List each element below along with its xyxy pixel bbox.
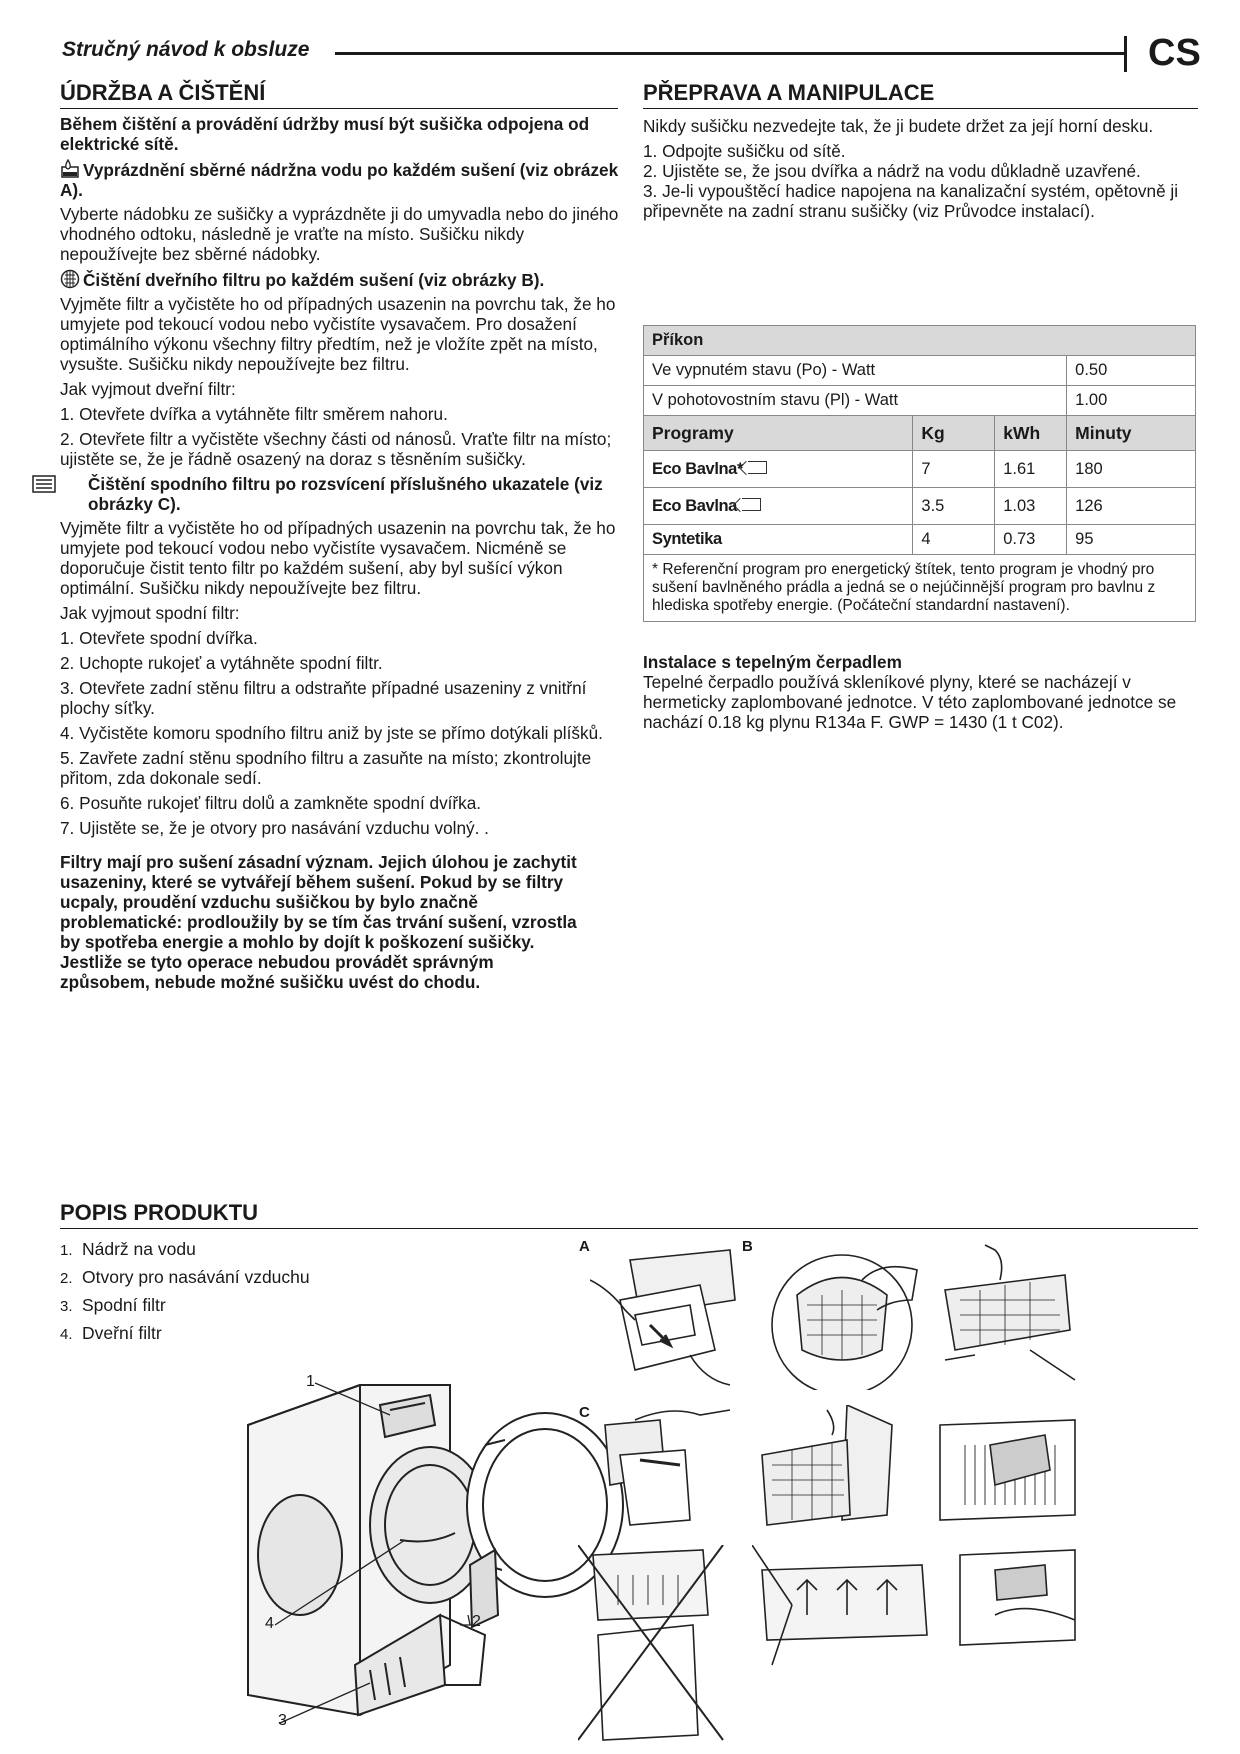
program-min: 126: [1067, 488, 1196, 525]
product-heading: POPIS PRODUKTU: [60, 1200, 1198, 1229]
col-min: Minuty: [1067, 416, 1196, 451]
door-how: Jak vyjmout dveřní filtr:: [60, 379, 236, 399]
maintenance-heading: ÚDRŽBA A ČIŠTĚNÍ: [60, 80, 618, 109]
header-tick: [1124, 36, 1127, 72]
door-title-line: [60, 269, 620, 290]
legend-item: 4. Dveřní filtr: [60, 1323, 162, 1343]
tank-title: Vyprázdnění sběrné nádržna vodu po každém sušení (viz obrázek A).: [60, 160, 619, 200]
figure-b2-image: [935, 1240, 1080, 1390]
bottom-step-1: 1. Otevřete spodní dvířka.: [60, 628, 258, 648]
figure-a-image: [590, 1240, 740, 1390]
door-title: Čištění dveřního filtru po každém sušení (viz obrázky B).: [83, 270, 545, 290]
program-kg: 3.5: [913, 488, 995, 525]
transport-heading: PŘEPRAVA A MANIPULACE: [643, 80, 1198, 109]
bottom-step-6: 6. Posuňte rukojeť filtru dolů a zamkněte spodní dvířka.: [60, 793, 482, 813]
figure-c2-image: [752, 1405, 912, 1535]
callout-4: 4: [265, 1615, 274, 1632]
bottom-text: Vyjměte filtr a vyčistěte ho od případných usazenin na povrchu tak, že ho umyjete pod tekoucí vodou nebo vyčistíte vysavačem. Nicméně se doporučuje čistit tento filtr po každém sušení, aby byl sušící výkon optimální. Sušičku nikdy nepoužívejte bez filtru.: [60, 518, 616, 598]
figure-c-label: C: [579, 1404, 590, 1421]
figure-b1-image: [752, 1240, 927, 1390]
energy-table: [643, 325, 1196, 622]
table-row: [644, 525, 1196, 555]
program-kwh: 1.61: [995, 451, 1067, 488]
maintenance-intro: Během čištění a provádění údržby musí být sušička odpojena od elektrické sítě.: [60, 114, 590, 154]
figure-c6-image: [935, 1545, 1080, 1745]
header-title: Stručný návod k obsluze: [62, 38, 310, 61]
legend-item: 2. Otvory pro nasávání vzduchu: [60, 1267, 310, 1287]
language-code: CS: [1148, 32, 1201, 74]
standby-value: 1.00: [1067, 386, 1196, 416]
bottom-how: Jak vyjmout spodní filtr:: [60, 603, 240, 623]
product-legend: [60, 1236, 310, 1348]
col-kg: Kg: [913, 416, 995, 451]
power-header: Příkon: [644, 326, 1196, 356]
transport-step-2: 2. Ujistěte se, že jsou dvířka a nádrž na vodu důkladně uzavřené.: [643, 161, 1141, 181]
off-value: 0.50: [1067, 356, 1196, 386]
transport-step-3: 3. Je-li vypouštěcí hadice napojena na kanalizační systém, opětovně ji připevněte na zadní stranu sušičky (viz Průvodce instalací).: [643, 181, 1179, 221]
callout-2-leader: [460, 1620, 472, 1630]
transport-step-1: 1. Odpojte sušičku od sítě.: [643, 141, 846, 161]
door-filter-icon: [60, 269, 80, 287]
figure-c4-image: [578, 1545, 728, 1745]
program-min: 95: [1067, 525, 1196, 555]
callout-1: 1: [306, 1373, 315, 1390]
figure-a-label: A: [579, 1238, 590, 1255]
door-step-2: 2. Otevřete filtr a vyčistěte všechny části od nánosů. Vraťte filtr na místo; ujistěte se, že je řádně osazený na doraz s těsněním sušičky.: [60, 429, 612, 469]
figure-c1-image: [590, 1405, 740, 1535]
legend-item: 1. Nádrž na vodu: [60, 1239, 196, 1259]
tank-text: Vyberte nádobku ze sušičky a vyprázdněte ji do umyvadla nebo do jiného vhodného odtoku, následně je vraťte na místo. Sušičku nikdy nepoužívejte bez sběrné nádobky.: [60, 204, 619, 264]
program-kg: 4: [913, 525, 995, 555]
bottom-step-3: 3. Otevřete zadní stěnu filtru a odstraňte případné usazeniny z vnitřní plochy síťky.: [60, 678, 587, 718]
bottom-step-7: 7. Ujistěte se, že je otvory pro nasávání vzduchu volný. .: [60, 818, 489, 838]
off-label: Ve vypnutém stavu (Po) - Watt: [644, 356, 1067, 386]
door-step-1: 1. Otevřete dvířka a vytáhněte filtr směrem nahoru.: [60, 404, 448, 424]
program-kwh: 1.03: [995, 488, 1067, 525]
figure-c3-image: [935, 1405, 1080, 1535]
figure-c5-image: [752, 1545, 932, 1745]
table-note: * Referenční program pro energetický štítek, tento program je vhodný pro sušení bavlněného prádla a jedná se o nejúčinnější program pro bavlnu z hlediska spotřeby energie. (Počáteční standardní nastavení).: [644, 555, 1196, 622]
table-row: [644, 451, 1196, 488]
callout-2: 2: [472, 1613, 481, 1630]
callout-3: 3: [278, 1712, 287, 1729]
transport-intro: Nikdy sušičku nezvedejte tak, že ji budete držet za její horní desku.: [643, 116, 1154, 136]
col-kwh: kWh: [995, 416, 1067, 451]
bottom-title-line: [60, 474, 620, 514]
program-kg: 7: [913, 451, 995, 488]
water-tank-icon: [60, 159, 80, 177]
table-row: [644, 488, 1196, 525]
bottom-step-5: 5. Zavřete zadní stěnu spodního filtru a zasuňte na místo; zkontrolujte přitom, zda dokonale sedí.: [60, 748, 592, 788]
energy-label-icon: [748, 461, 767, 474]
heatpump-text: Tepelné čerpadlo používá skleníkové plyny, které se nacházejí v hermeticky zaplombované jednotce. V této zaplombované jednotce se nachází 0.18 kg plynu R134a F. GWP = 1430 (1 t C02).: [643, 672, 1177, 732]
maintenance-section: [60, 114, 620, 997]
tank-title-line: [60, 159, 620, 200]
filter-warning: Filtry mají pro sušení zásadní význam. Jejich úlohou je zachytit usazeniny, které se vytvářejí během sušení. Pokud by se filtry ucpaly, proudění vzduchu sušičkou by bylo značně problematické: prodloužily by se tím čas trvání sušení, vzrostla by spotřeba energie a mohlo by dojít k poškození sušičky. Jestliže se tyto operace nebudou provádět správným způsobem, nebude možné sušičku uvést do chodu.: [60, 852, 577, 992]
program-name: Syntetika: [644, 525, 913, 555]
program-name: Eco Bavlna*: [652, 459, 743, 478]
bottom-filter-icon: [60, 475, 85, 493]
door-text: Vyjměte filtr a vyčistěte ho od případných usazenin na povrchu tak, že ho umyjete pod tekoucí vodou nebo vyčistíte vysavačem. Pro dosažení optimálního výkonu všechny filtry předtím, než je vložíte zpět na místo, vysušte. Sušičku nikdy nepoužívejte bez filtru.: [60, 294, 616, 374]
figure-b-label: B: [742, 1238, 753, 1255]
program-kwh: 0.73: [995, 525, 1067, 555]
heatpump-title: Instalace s tepelným čerpadlem: [643, 652, 902, 672]
legend-item: 3. Spodní filtr: [60, 1295, 166, 1315]
program-name: Eco Bavlna: [652, 496, 737, 515]
header-rule: [335, 52, 1125, 55]
heatpump-section: [643, 652, 1203, 732]
standby-label: V pohotovostním stavu (Pl) - Watt: [644, 386, 1067, 416]
bottom-step-2: 2. Uchopte rukojeť a vytáhněte spodní filtr.: [60, 653, 383, 673]
bottom-title: Čištění spodního filtru po rozsvícení příslušného ukazatele (viz obrázky C).: [88, 474, 603, 514]
program-min: 180: [1067, 451, 1196, 488]
bottom-step-4: 4. Vyčistěte komoru spodního filtru aniž by jste se přímo dotýkali plíšků.: [60, 723, 603, 743]
transport-section: [643, 116, 1203, 221]
energy-label-icon: [742, 498, 761, 511]
col-program: Programy: [644, 416, 913, 451]
